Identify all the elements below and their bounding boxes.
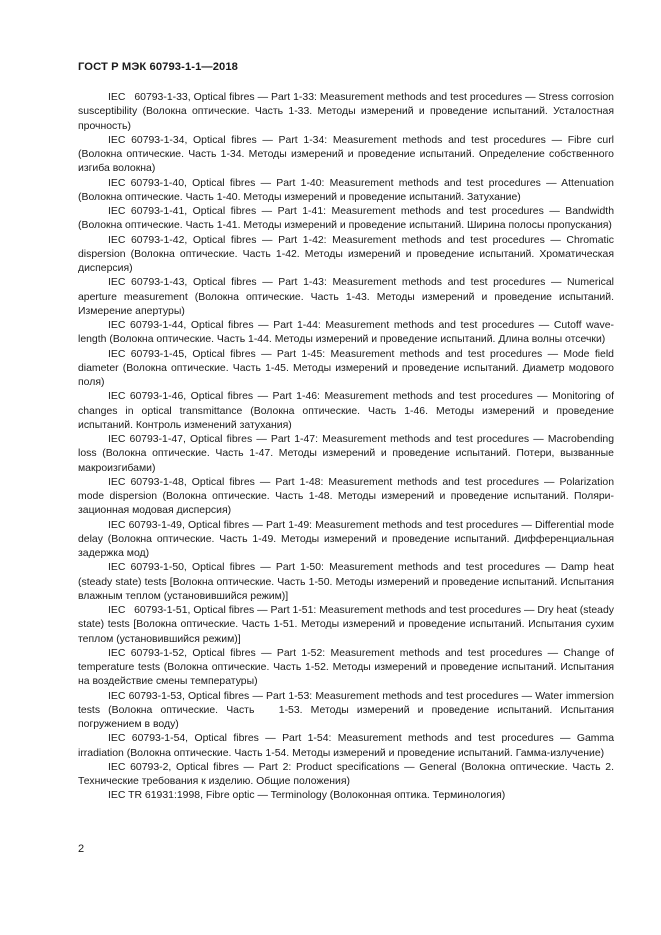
reference-entry: IEC TR 61931:1998, Fibre optic — Terminology (Волоконная оптика. Терминология) <box>108 790 506 802</box>
references-list <box>78 91 614 804</box>
reference-entry: IEC 60793-1-46, Optical fibres — Part 1-46: Measurement methods and test procedures — Monitoring of changes in optical transmittance (Волокна оптические. Часть 1-46. Методы измерений и проведение испытаний. Контроль изменений затухания) <box>78 391 614 431</box>
reference-entry: IEC 60793-1-52, Optical fibres — Part 1-52: Measurement methods and test procedures — Change of temperature tests (Волокна оптические. Часть 1-52. Методы измерений и проведение испытаний. Испытания на воздействие смены температуры) <box>78 647 614 688</box>
reference-entry: IEC 60793-1-48, Optical fibres — Part 1-48: Measurement methods and test procedures — Polarization mode dispersion (Волокна оптические. Часть 1-48. Методы измерений и проведение испытаний. Поляризационная модовая дисперсия) <box>78 476 614 517</box>
page-number: 2 <box>78 843 85 855</box>
reference-entry: IEC 60793-2, Optical fibres — Part 2: Product specifications — General (Волокна оптические. Часть 2. Технические требования к изделию. Общие положения) <box>78 761 614 787</box>
reference-entry: IEC 60793-1-40, Optical fibres — Part 1-40: Measurement methods and test procedures — Attenuation (Волокна оптические. Часть 1-40. Методы измерений и проведение испытаний. Затухание) <box>78 177 614 203</box>
reference-entry: IEC 60793-1-45, Optical fibres — Part 1-45: Measurement methods and test procedures — Mode field diameter (Волокна оптические. Часть 1-45. Методы измерений и проведение испытаний. Диаметр модового поля) <box>78 348 614 388</box>
reference-entry: IEC 60793-1-49, Optical fibres — Part 1-49: Measurement methods and test procedures — Differential mode delay (Волокна оптические. Часть 1-49. Методы измерений и проведение испытаний. Дифференциальная задержка мод) <box>78 519 614 559</box>
reference-entry: IEC 60793-1-41, Optical fibres — Part 1-41: Measurement methods and test procedures — Bandwidth (Волокна оптические. Часть 1-41. Методы измерений и проведение испытаний. Ширина полосы пропускания) <box>78 206 614 232</box>
reference-entry: IEC 60793-1-54, Optical fibres — Part 1-54: Measurement methods and test procedures — Gamma irradiation (Волокна оптические. Часть 1-54. Методы измерений и проведение испытаний. Гамма-излучение) <box>78 733 614 759</box>
reference-entry: IEC 60793-1-43, Optical fibres — Part 1-43: Measurement methods and test procedures — Numerical aperture measurement (Волокна оптические. Часть 1-43. Методы измерений и проведение испытаний. Измерение апертуры) <box>78 277 614 317</box>
reference-entry: IEC 60793-1-51, Optical fibres — Part 1-51: Measurement methods and test procedures — Dry heat (steady state) tests [Волокна оптические. Часть 1-51. Методы измерений и проведение испытаний. Испытания сухим теплом (установившийся режим)] <box>78 605 614 645</box>
reference-entry: IEC 60793-1-50, Optical fibres — Part 1-50: Measurement methods and test procedures — Damp heat (steady state) tests [Волокна оптические. Часть 1-50. Методы измерений и проведение испытаний. Испытания влажным теплом (установившийся режим)] <box>78 562 614 602</box>
reference-entry: IEC 60793-1-34, Optical fibres — Part 1-34: Measurement methods and test procedures — Fibre curl (Волокна оптические. Часть 1-34. Методы измерений и проведение испытаний. Определение собственного изгиба волокна) <box>78 134 614 175</box>
reference-entry: IEC 60793-1-44, Optical fibres — Part 1-44: Measurement methods and test procedures — Cutoff wavelength (Волокна оптические. Часть 1-44. Методы измерений и проведение испытаний. Длина волны отсечки) <box>78 320 614 346</box>
reference-entry: IEC 60793-1-53, Optical fibres — Part 1-53: Measurement methods and test procedures — Water immersion tests (Волокна оптические. Часть 1-53. Методы измерений и проведение испытаний. Испытания погружением в воду) <box>78 690 614 730</box>
document-header: ГОСТ Р МЭК 60793-1-1—2018 <box>78 61 239 73</box>
reference-entry: IEC 60793-1-33, Optical fibres — Part 1-33: Measurement methods and test procedures — Stress corrosion susceptibility (Волокна оптические. Часть 1-33. Методы измерений и проведение испытаний. Усталостная прочность) <box>78 92 614 132</box>
reference-entry: IEC 60793-1-42, Optical fibres — Part 1-42: Measurement methods and test procedures — Chromatic dispersion (Волокна оптические. Часть 1-42. Методы измерений и проведение испытаний. Хроматическая дисперсия) <box>78 234 614 274</box>
reference-entry: IEC 60793-1-47, Optical fibres — Part 1-47: Measurement methods and test procedures — Macrobending loss (Волокна оптические. Часть 1-47. Методы измерений и проведение испытаний. Потери, вызванные макроизгибами) <box>78 434 614 474</box>
